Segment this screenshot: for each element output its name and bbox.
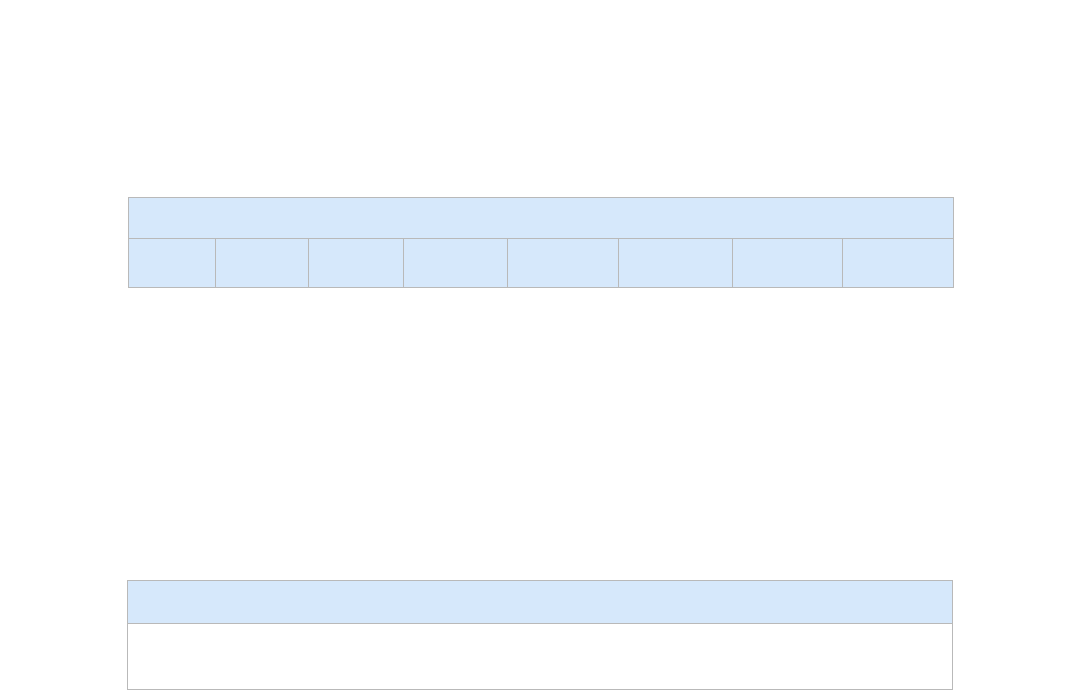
important-dates-section <box>127 580 953 690</box>
payment-calendar-table <box>128 197 954 288</box>
header-payment-5 <box>843 239 954 288</box>
header-mod <box>129 239 216 288</box>
payment-calendar-header-row <box>129 239 954 288</box>
important-dates-title <box>128 581 952 624</box>
header-application-deadline <box>216 239 309 288</box>
header-payment-1 <box>404 239 508 288</box>
header-payment-3 <box>619 239 733 288</box>
header-payment-4 <box>733 239 843 288</box>
payment-calendar-title <box>129 198 954 239</box>
header-payment-in-full <box>309 239 404 288</box>
header-payment-2 <box>508 239 619 288</box>
